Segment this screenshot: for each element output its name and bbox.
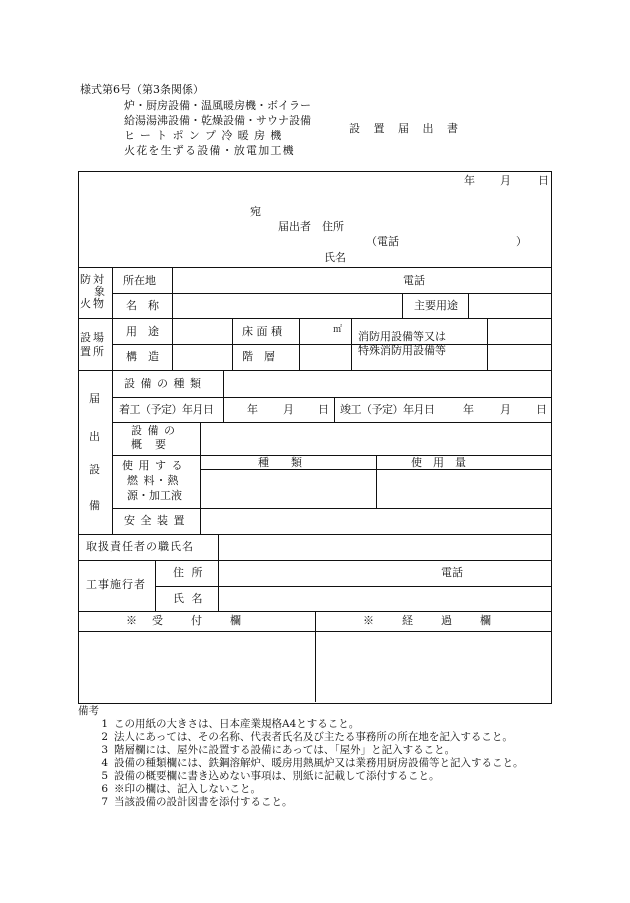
- note-item: 3 階層欄には、屋外に設置する設備にあっては、「屋外」と記入すること。: [101, 744, 456, 756]
- form-number: 様式第6号（第3条関係）: [80, 83, 204, 96]
- applicant-address-label: 届出者 住所: [278, 220, 344, 233]
- contractor-label: 工事施行者: [86, 578, 146, 591]
- finish-date-label: 竣工（予定）年月日: [340, 403, 435, 416]
- rule: [200, 422, 201, 534]
- contractor-phone-label: 電話: [441, 566, 463, 579]
- target-label-3: 火物: [80, 297, 106, 310]
- date-year: 年: [464, 174, 475, 187]
- fuel-label-3: 源・加工液: [127, 489, 182, 502]
- rule: [78, 560, 551, 561]
- rule: [376, 455, 377, 508]
- applicant-phone-close: ）: [516, 235, 527, 248]
- finish-day: 日: [536, 403, 547, 416]
- note-item: 6 ※印の欄は、記入しないこと。: [101, 783, 261, 795]
- target-name-label: 名 称: [126, 299, 159, 312]
- rule: [155, 586, 551, 587]
- progress-column-header: ※ 経 過 欄: [363, 614, 493, 627]
- rule: [112, 508, 551, 509]
- finish-month: 月: [500, 403, 511, 416]
- structure-label: 構 造: [126, 350, 159, 363]
- note-item: 4 設備の種類欄には、鉄鋼溶解炉、暖房用熱風炉又は業務用厨房設備等と記入すること。: [101, 757, 524, 769]
- finish-year: 年: [463, 403, 474, 416]
- floor-area-unit: ㎡: [333, 325, 343, 335]
- equipment-section-char-3: 設: [89, 463, 100, 476]
- note-item: 2 法人にあっては、その名称、代表者氏名及び主たる事務所の所在地を記入すること。: [101, 731, 513, 743]
- rule: [487, 318, 488, 370]
- rule: [78, 318, 551, 319]
- equipment-line-1: 炉・厨房設備・温風暖房機・ボイラー: [124, 99, 311, 112]
- target-phone-label: 電話: [403, 274, 425, 287]
- contractor-name-label: 氏 名: [173, 592, 205, 605]
- safety-device-label: 安 全 装 置: [124, 514, 186, 527]
- rule: [78, 267, 551, 268]
- target-label-2: 象: [94, 285, 105, 298]
- floor-level-label: 階 層: [242, 350, 275, 363]
- rule: [112, 344, 551, 345]
- place-use-label: 用 途: [126, 325, 159, 338]
- overview-label-1: 設 備 の: [131, 424, 176, 437]
- rule: [232, 318, 233, 370]
- place-label-1: 設場: [80, 331, 106, 344]
- location-label: 所在地: [123, 274, 156, 287]
- rule: [112, 293, 551, 294]
- start-year: 年: [247, 403, 258, 416]
- rule: [218, 534, 219, 611]
- fire-equipment-label-1: 消防用設備等又は: [358, 330, 446, 343]
- date-month: 月: [500, 174, 511, 187]
- note-item: 7 当該設備の設計図書を添付すること。: [101, 796, 293, 808]
- note-item: 5 設備の概要欄に書き込めない事項は、別紙に記載して添付すること。: [101, 770, 440, 782]
- floor-area-label: 床 面 積: [242, 325, 282, 338]
- rule: [223, 370, 224, 422]
- equipment-section-char-1: 届: [89, 392, 100, 405]
- rule: [315, 611, 316, 702]
- main-use-label: 主要用途: [414, 299, 458, 312]
- fire-equipment-label-2: 特殊消防用設備等: [358, 344, 446, 357]
- rule: [468, 293, 469, 318]
- applicant-name-label: 氏名: [324, 251, 346, 264]
- date-day: 日: [538, 174, 549, 187]
- kind-header: 種 類: [258, 456, 302, 469]
- equipment-type-label: 設 備 の 種 類: [124, 377, 202, 390]
- overview-label-2: 概 要: [131, 438, 167, 451]
- rule: [351, 318, 352, 370]
- notes-heading: 備考: [78, 705, 99, 717]
- addressee-to: 宛: [250, 205, 261, 218]
- rule: [112, 397, 551, 398]
- rule: [155, 560, 156, 611]
- manager-label: 取扱責任者の職氏名: [86, 540, 194, 553]
- note-item: 1 この用紙の大きさは、日本産業規格A4とすること。: [101, 718, 360, 730]
- start-date-label: 着工（予定）年月日: [119, 403, 214, 416]
- rule: [402, 293, 403, 318]
- start-month: 月: [283, 403, 294, 416]
- fuel-label-2: 燃 料・熱: [127, 474, 180, 487]
- rule: [334, 397, 335, 422]
- fuel-label-1: 使 用 す る: [122, 459, 184, 472]
- rule: [78, 534, 551, 535]
- target-label-1: 防対: [80, 273, 106, 286]
- reception-column-header: ※ 受 付 欄: [126, 614, 243, 627]
- equipment-line-4: 火花を生ずる設備・放電加工機: [124, 144, 295, 157]
- usage-header: 使 用 量: [411, 456, 466, 469]
- applicant-phone-open: （電話: [366, 235, 399, 248]
- rule: [112, 267, 113, 534]
- rule: [172, 267, 173, 370]
- rule: [299, 318, 300, 370]
- equipment-line-2: 給湯湯沸設備・乾燥設備・サウナ設備: [124, 114, 311, 127]
- rule: [78, 370, 551, 371]
- equipment-section-char-4: 備: [89, 499, 100, 512]
- document-title: 設 置 届 出 書: [349, 122, 463, 135]
- rule: [112, 422, 551, 423]
- rule: [112, 455, 551, 456]
- start-day: 日: [318, 403, 329, 416]
- equipment-line-3: ヒートポンプ冷暖房機: [124, 129, 287, 142]
- equipment-section-char-2: 出: [89, 430, 100, 443]
- place-label-2: 置所: [80, 345, 106, 358]
- contractor-address-label: 住 所: [173, 566, 205, 579]
